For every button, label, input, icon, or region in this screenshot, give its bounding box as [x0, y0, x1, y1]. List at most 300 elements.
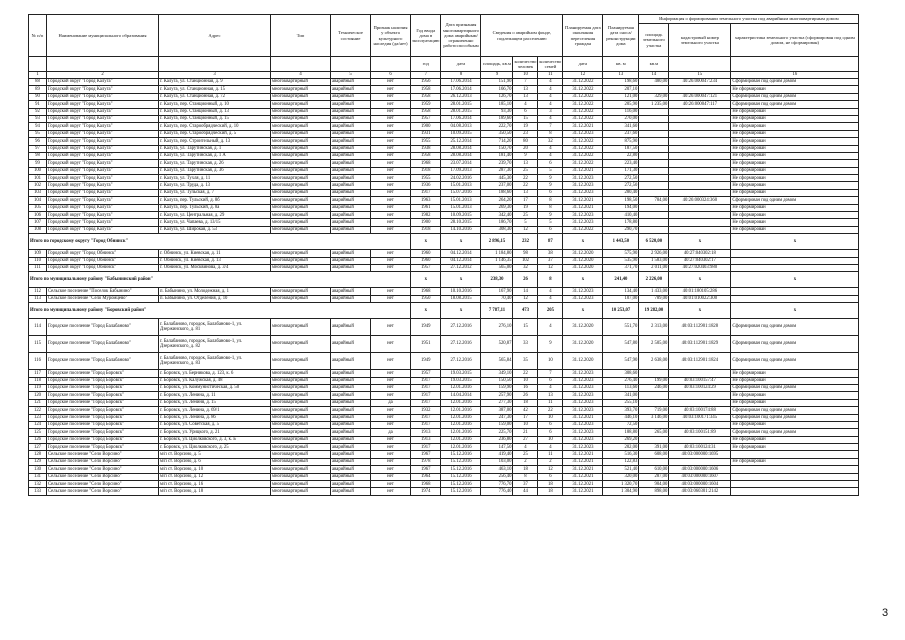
table-cell: 15.12.2016 [441, 473, 481, 480]
table-cell: 198,60 [603, 79, 639, 86]
table-row [29, 167, 859, 174]
table-cell: 4 [538, 152, 563, 159]
table-cell: 898,00 [639, 488, 669, 495]
table-cell: Сформирован под одним домом [731, 79, 859, 86]
table-cell: г. Калуга, пер. Станционный, д. 15 [159, 115, 271, 122]
table-cell: 40:03:112901:1828 [669, 319, 731, 336]
column-number-row [29, 72, 859, 79]
table-cell: 14 [513, 288, 538, 295]
table-cell: 22 [513, 175, 538, 182]
table-cell: нет [371, 319, 411, 336]
table-cell: аварийный [331, 319, 371, 336]
table-cell: нет [371, 466, 411, 473]
subtotal-row [29, 272, 859, 288]
table-cell: 1955 [411, 175, 441, 182]
table-cell: 127 [29, 444, 47, 451]
subtotal-cell: 7 787,11 [481, 303, 513, 319]
table-row [29, 138, 859, 145]
table-cell: 31.12.2020 [563, 250, 603, 257]
header-resident-info: Сведения о аварийном фонде, подлежащем расселению [481, 15, 563, 57]
table-cell: 1968 [411, 481, 441, 488]
header-type: Тип [271, 15, 331, 57]
table-cell: аварийный [331, 257, 371, 264]
table-cell: 520,87 [481, 336, 513, 353]
table-cell: нет [371, 130, 411, 137]
table-cell: 387,00 [481, 407, 513, 414]
table-cell: Не сформирован [731, 212, 859, 219]
subheader-m2b: кв.м [639, 57, 669, 72]
table-cell [731, 295, 859, 302]
subheader-empty [731, 57, 859, 72]
subtotal-cell: х [731, 272, 859, 288]
table-cell: 40:26:000047:117 [669, 101, 731, 108]
table-cell: 1917 [411, 444, 441, 451]
table-cell: Городской округ "Город Калуга" [47, 145, 159, 152]
table-cell: многоквартирный [271, 115, 331, 122]
table-cell: 393,70 [603, 407, 639, 414]
housing-register-table [28, 14, 859, 496]
table-cell: г. Калуга, ул. Центральная, д. 29 [159, 212, 271, 219]
table-cell: многоквартирный [271, 399, 331, 406]
table-cell: 12 [513, 226, 538, 233]
table-cell: нет [371, 392, 411, 399]
table-cell [639, 421, 669, 428]
table-cell: 272,50 [603, 175, 639, 182]
table-cell: многоквартирный [271, 86, 331, 93]
table-cell: 31.12.2023 [563, 175, 603, 182]
table-cell: многоквартирный [271, 123, 331, 130]
table-cell: аварийный [331, 370, 371, 377]
table-cell: 1978 [411, 458, 441, 465]
table-cell: 96 [29, 138, 47, 145]
table-cell: Не сформирован [731, 436, 859, 443]
table-cell: 198,50 [603, 197, 639, 204]
table-cell: многоквартирный [271, 319, 331, 336]
table-cell: 236,80 [481, 436, 513, 443]
table-cell: 4 [538, 295, 563, 302]
table-cell: Не сформирован [731, 115, 859, 122]
table-cell: 256,40 [481, 473, 513, 480]
table-cell: Городской округ "Город Калуга" [47, 197, 159, 204]
table-cell: г. Калуга, пер. Строительный, д. 13 [159, 138, 271, 145]
table-row [29, 288, 859, 295]
table-cell [639, 458, 669, 465]
table-cell: 15.12.2016 [441, 488, 481, 495]
table-cell: многоквартирный [271, 444, 331, 451]
table-cell: 2 638,00 [639, 353, 669, 370]
table-cell: 37 [513, 481, 538, 488]
table-cell: Городской округ "Город Обнинск" [47, 264, 159, 271]
table-cell: г. Боровск, ул. Коммунистическая, д. 50 [159, 384, 271, 391]
table-cell: 1917 [411, 377, 441, 384]
table-cell: 308,30 [481, 226, 513, 233]
table-cell: Городской округ "Город Калуга" [47, 175, 159, 182]
table-cell: аварийный [331, 399, 371, 406]
table-cell: Городской округ "Город Калуга" [47, 167, 159, 174]
table-cell: аварийный [331, 175, 371, 182]
table-cell: г. Боровск, ул. Калужская, д. 48 [159, 377, 271, 384]
table-cell: 10 [513, 421, 538, 428]
table-cell: 391,00 [639, 444, 669, 451]
table-cell: многоквартирный [271, 93, 331, 100]
table-cell: аварийный [331, 152, 371, 159]
table-cell: многоквартирный [271, 101, 331, 108]
table-cell: 26.12.2013 [441, 93, 481, 100]
table-cell: 4 [538, 384, 563, 391]
table-cell: Городское поселение "Город Боровск" [47, 436, 159, 443]
table-cell: 31.12.2020 [563, 264, 603, 271]
table-cell: г. Боровск, ул. Советская, д. 5 [159, 421, 271, 428]
table-cell: 1917 [411, 189, 441, 196]
table-cell: 1968 [411, 288, 441, 295]
table-cell: 237,60 [603, 130, 639, 137]
table-cell: Сельское поселение "Село Муромцево" [47, 295, 159, 302]
column-number: 14 [639, 72, 669, 79]
header-recognition-date: Дата признания многоквартирного дома аварийным/ограниченно работоспособным [441, 15, 481, 57]
table-cell: 17.06.2014 [441, 79, 481, 86]
table-cell [639, 145, 669, 152]
table-cell: Сформирован под одним домом [731, 429, 859, 436]
table-cell: 714,20 [481, 138, 513, 145]
table-cell: аварийный [331, 197, 371, 204]
table-cell: аварийный [331, 436, 371, 443]
header-address: Адрес [159, 15, 271, 57]
table-cell: нет [371, 152, 411, 159]
table-cell [639, 160, 669, 167]
table-cell: 40:26:000047:234 [669, 79, 731, 86]
table-cell: 265,00 [639, 429, 669, 436]
subtotal-cell: х [669, 272, 731, 288]
table-cell: 199,00 [639, 377, 669, 384]
table-cell: 25.12.2014 [441, 138, 481, 145]
table-cell: 18.08.2015 [441, 295, 481, 302]
table-cell: 126,70 [481, 93, 513, 100]
table-cell: многоквартирный [271, 407, 331, 414]
table-cell: 17.06.2014 [441, 115, 481, 122]
table-cell: Городской округ "Город Обнинск" [47, 257, 159, 264]
table-cell: 1959 [411, 101, 441, 108]
table-cell: м/п ст. Ворсино, д. 16 [159, 481, 271, 488]
table-cell: 341,00 [603, 392, 639, 399]
header-no: № п/п [29, 15, 47, 57]
table-cell: 94 [29, 123, 47, 130]
table-cell: г. Балабаново, городок, Балабаново-1, ул. Дзержинского, д. 81 [159, 319, 271, 336]
table-cell [669, 421, 731, 428]
table-cell: аварийный [331, 336, 371, 353]
subtotal-label: Итого по муниципальному району "Боровский район" [29, 303, 411, 319]
table-cell: 4 [513, 444, 538, 451]
table-cell: г. Калуга, ул. Труда, д. 13 [159, 182, 271, 189]
table-cell: нет [371, 336, 411, 353]
table-row [29, 130, 859, 137]
table-cell: г. Калуга, пер. Тульский, д. 8б [159, 197, 271, 204]
table-cell: многоквартирный [271, 138, 331, 145]
table-cell: 125 [29, 429, 47, 436]
table-cell: 27.12.2012 [441, 264, 481, 271]
table-cell: 5 [538, 167, 563, 174]
table-cell: 272,50 [603, 182, 639, 189]
table-cell: 1 583,00 [639, 257, 669, 264]
table-cell: нет [371, 264, 411, 271]
table-cell: 103,00 [481, 458, 513, 465]
table-cell [669, 399, 731, 406]
table-cell: аварийный [331, 481, 371, 488]
table-cell: 1917 [411, 384, 441, 391]
table-cell: 13 [513, 86, 538, 93]
table-cell: многоквартирный [271, 79, 331, 86]
table-cell: 159,00 [481, 421, 513, 428]
table-cell [639, 167, 669, 174]
table-cell [669, 204, 731, 211]
table-cell: 1958 [411, 108, 441, 115]
table-cell: 8 [538, 197, 563, 204]
table-cell: Городское поселение "Город Боровск" [47, 407, 159, 414]
table-cell: 1967 [411, 466, 441, 473]
table-cell: 225,70 [481, 429, 513, 436]
table-cell: аварийный [331, 226, 371, 233]
table-cell: 28.10.2015 [441, 219, 481, 226]
table-row [29, 182, 859, 189]
table-cell: г. Калуга, ул. Станционная, д. 72 [159, 93, 271, 100]
table-cell [669, 123, 731, 130]
table-row [29, 444, 859, 451]
table-cell: 1958 [411, 93, 441, 100]
table-cell: 350,50 [481, 130, 513, 137]
column-number: 5 [331, 72, 371, 79]
table-cell: Не сформирован [731, 189, 859, 196]
table-cell [639, 108, 669, 115]
table-cell: 269,30 [481, 204, 513, 211]
table-cell: 103 [29, 189, 47, 196]
table-cell: 132 [29, 481, 47, 488]
table-cell: 122,83 [603, 458, 639, 465]
table-cell: 31.12.2023 [563, 444, 603, 451]
table-row [29, 219, 859, 226]
table-cell: 121 [29, 399, 47, 406]
table-cell: 32 [538, 138, 563, 145]
table-cell: многоквартирный [271, 160, 331, 167]
table-cell: нет [371, 481, 411, 488]
table-cell: Не сформирован [731, 182, 859, 189]
table-cell: 27 [513, 436, 538, 443]
subtotal-cell: 1 443,50 [603, 234, 639, 250]
table-cell: многоквартирный [271, 264, 331, 271]
table-cell: 9 [538, 212, 563, 219]
table-cell: многоквартирный [271, 175, 331, 182]
table-cell: 31.12.2021 [563, 167, 603, 174]
column-number: 16 [731, 72, 859, 79]
table-cell: 14.04.2014 [441, 392, 481, 399]
subtotal-cell: 2 226,00 [639, 272, 669, 288]
table-cell: 40:01:010022:300 [669, 295, 731, 302]
table-cell: нет [371, 421, 411, 428]
table-cell: 102 [29, 182, 47, 189]
table-cell: 27.12.2016 [441, 336, 481, 353]
table-cell: 181,40 [481, 152, 513, 159]
table-cell: нет [371, 93, 411, 100]
table-cell: многоквартирный [271, 336, 331, 353]
table-cell: 15 [513, 115, 538, 122]
table-cell: 1917 [411, 414, 441, 421]
table-cell: 121,00 [603, 93, 639, 100]
table-cell: 24.02.2016 [441, 175, 481, 182]
table-cell: Городской округ "Город Калуга" [47, 93, 159, 100]
table-cell: 1964 [411, 473, 441, 480]
table-cell: 31.12.2020 [563, 319, 603, 336]
table-cell: аварийный [331, 167, 371, 174]
table-cell [639, 130, 669, 137]
table-cell: 31.12.2020 [563, 353, 603, 370]
subtotal-cell: х [563, 272, 603, 288]
table-cell: 31.12.2022 [563, 86, 603, 93]
table-cell: 31.12.2021 [563, 481, 603, 488]
table-cell: нет [371, 384, 411, 391]
table-row [29, 319, 859, 336]
table-cell: 1956 [411, 79, 441, 86]
subtotal-cell: 238,30 [481, 272, 513, 288]
table-cell: 8 [538, 130, 563, 137]
subheader-empty [47, 57, 159, 72]
table-cell: нет [371, 182, 411, 189]
table-cell: нет [371, 175, 411, 182]
table-cell: 18 [513, 399, 538, 406]
table-cell: Городское поселение "Город Балабаново" [47, 353, 159, 370]
table-cell: 1918 [411, 226, 441, 233]
table-cell: 11 [538, 451, 563, 458]
table-cell: 31.12.2020 [563, 336, 603, 353]
table-cell: Городское поселение "Город Боровск" [47, 392, 159, 399]
table-cell [731, 257, 859, 264]
table-cell: 1961 [411, 204, 441, 211]
table-cell: нет [371, 353, 411, 370]
table-cell: 113 [29, 295, 47, 302]
table-cell: 150,70 [481, 145, 513, 152]
table-row [29, 473, 859, 480]
subtotal-cell: х [441, 272, 481, 288]
table-cell [731, 466, 859, 473]
subtotal-label: Итого по городскому округу "Город Обнинск" [29, 234, 411, 250]
table-cell: 31.12.2023 [563, 288, 603, 295]
table-cell: 276,40 [603, 377, 639, 384]
table-cell [669, 212, 731, 219]
table-cell: многоквартирный [271, 458, 331, 465]
table-cell: многоквартирный [271, 145, 331, 152]
table-cell: 1955 [411, 138, 441, 145]
table-cell: аварийный [331, 101, 371, 108]
table-cell: нет [371, 377, 411, 384]
table-cell: нет [371, 167, 411, 174]
table-cell: 1949 [411, 353, 441, 370]
table-row [29, 115, 859, 122]
table-cell: нет [371, 370, 411, 377]
table-cell: 341,60 [603, 123, 639, 130]
subheader-empty [669, 57, 731, 72]
table-cell: 1936 [411, 182, 441, 189]
table-cell [669, 189, 731, 196]
table-cell: 118 [29, 377, 47, 384]
subtotal-cell: х [441, 303, 481, 319]
subtotal-label: Итого по муниципальному району "Бабынинский район" [29, 272, 411, 288]
table-cell: Городской округ "Город Калуга" [47, 182, 159, 189]
table-cell: 31.12.2023 [563, 392, 603, 399]
table-cell: аварийный [331, 123, 371, 130]
table-cell: 9 [513, 152, 538, 159]
table-row [29, 175, 859, 182]
table-cell: 1958 [411, 86, 441, 93]
table-row [29, 421, 859, 428]
table-cell: 31.12.2021 [563, 458, 603, 465]
header-municipality: Наименование муниципального образования [47, 15, 159, 57]
page-number: 3 [882, 607, 889, 619]
table-row [29, 264, 859, 271]
table-cell: 186,70 [481, 219, 513, 226]
table-cell [731, 451, 859, 458]
table-cell: многоквартирный [271, 219, 331, 226]
subtotal-cell: х [731, 234, 859, 250]
table-cell: Городской округ "Город Калуга" [47, 138, 159, 145]
table-cell: 6 [538, 429, 563, 436]
table-cell: Городское поселение "Город Балабаново" [47, 319, 159, 336]
table-cell: 15.07.2016 [441, 189, 481, 196]
table-cell: 1931 [411, 130, 441, 137]
table-cell: 10 [513, 377, 538, 384]
table-cell: Городской округ "Город Калуга" [47, 79, 159, 86]
table-cell: 8 [513, 473, 538, 480]
table-cell: аварийный [331, 145, 371, 152]
table-cell: 42 [513, 407, 538, 414]
table-cell: 342,40 [481, 212, 513, 219]
table-cell: 4 [538, 86, 563, 93]
table-row [29, 108, 859, 115]
table-cell: 904,00 [639, 481, 669, 488]
table-cell [669, 115, 731, 122]
table-row [29, 101, 859, 108]
table-cell: Не сформирован [731, 123, 859, 130]
table-cell: 445,30 [481, 175, 513, 182]
table-cell: аварийный [331, 377, 371, 384]
table-cell: Городское поселение "Город Боровск" [47, 421, 159, 428]
table-cell [669, 219, 731, 226]
table-cell: 287,30 [481, 167, 513, 174]
table-cell: аварийный [331, 264, 371, 271]
table-cell: 116,00 [603, 108, 639, 115]
table-cell: 12 [538, 466, 563, 473]
table-cell: Сформирован под одним домом [731, 414, 859, 421]
table-cell: аварийный [331, 130, 371, 137]
table-cell: 150,50 [481, 377, 513, 384]
table-cell: 40:03:112901:1829 [669, 336, 731, 353]
table-cell: 2 926,00 [639, 250, 669, 257]
table-cell: Не сформирован [731, 108, 859, 115]
table-cell: г. Балабаново, городок, Балабаново-1, ул. Дзержинского, д. 82 [159, 336, 271, 353]
subheader-families: количество семей [538, 57, 563, 72]
table-cell: нет [371, 86, 411, 93]
table-cell: 31.12.2022 [563, 226, 603, 233]
table-cell: 04.12.2014 [441, 250, 481, 257]
table-cell: многоквартирный [271, 421, 331, 428]
table-cell: 40:03:060301:2142 [669, 488, 731, 495]
table-cell: 72,50 [603, 421, 639, 428]
table-row [29, 370, 859, 377]
table-cell: 28.01.2015 [441, 101, 481, 108]
table-row [29, 429, 859, 436]
table-cell: м/п ст. Ворсино, д. 6 [159, 458, 271, 465]
table-cell: аварийный [331, 429, 371, 436]
table-cell: 93,30 [481, 108, 513, 115]
subtotal-cell: 232 [513, 234, 538, 250]
table-cell: аварийный [331, 407, 371, 414]
table-cell: 194,00 [603, 204, 639, 211]
